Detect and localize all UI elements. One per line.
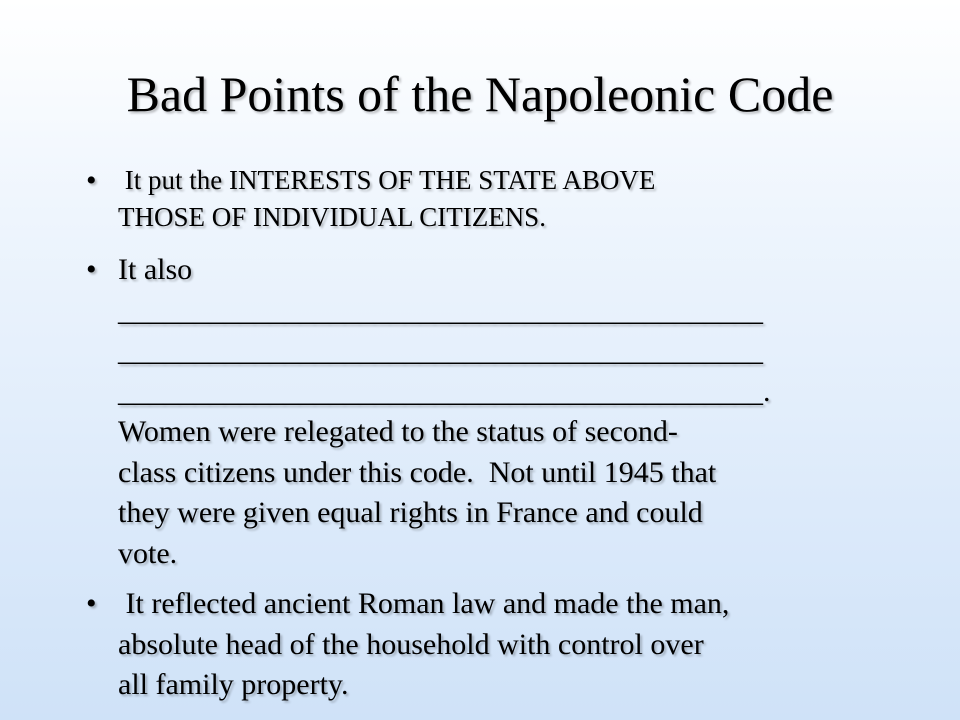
blank-fill-line: ___________________________________________. bbox=[118, 374, 771, 408]
bullet-line: vote. bbox=[118, 536, 178, 570]
blank-fill-line: ___________________________________________ bbox=[118, 334, 763, 367]
bullet-text bbox=[118, 584, 878, 706]
bullet-line: they were given equal rights in France and could bbox=[118, 496, 703, 529]
slide-title: Bad Points of the Napoleonic Code bbox=[126, 66, 834, 122]
bullet-line: It put the INTERESTS OF THE STATE ABOVE bbox=[118, 165, 656, 195]
bullet-line: Women were relegated to the status of second- bbox=[118, 415, 678, 448]
bullet-line: class citizens under this code. Not until 1945 that bbox=[118, 455, 717, 489]
bullet-line: THOSE OF INDIVIDUAL CITIZENS. bbox=[118, 202, 546, 232]
bullet-line: absolute head of the household with control over bbox=[118, 627, 704, 661]
bullet-dot-icon: • bbox=[86, 587, 97, 620]
bullet-line: all family property. bbox=[118, 668, 349, 701]
bullet-line: It also bbox=[118, 253, 193, 286]
bullet-dot-icon: • bbox=[86, 164, 97, 197]
blank-fill-line: ___________________________________________ bbox=[118, 293, 763, 327]
bullet-line: It reflected ancient Roman law and made the man, bbox=[118, 587, 730, 620]
bullet-text bbox=[118, 162, 878, 236]
bullet-text bbox=[118, 250, 878, 574]
bullet-dot-icon: • bbox=[86, 253, 97, 286]
